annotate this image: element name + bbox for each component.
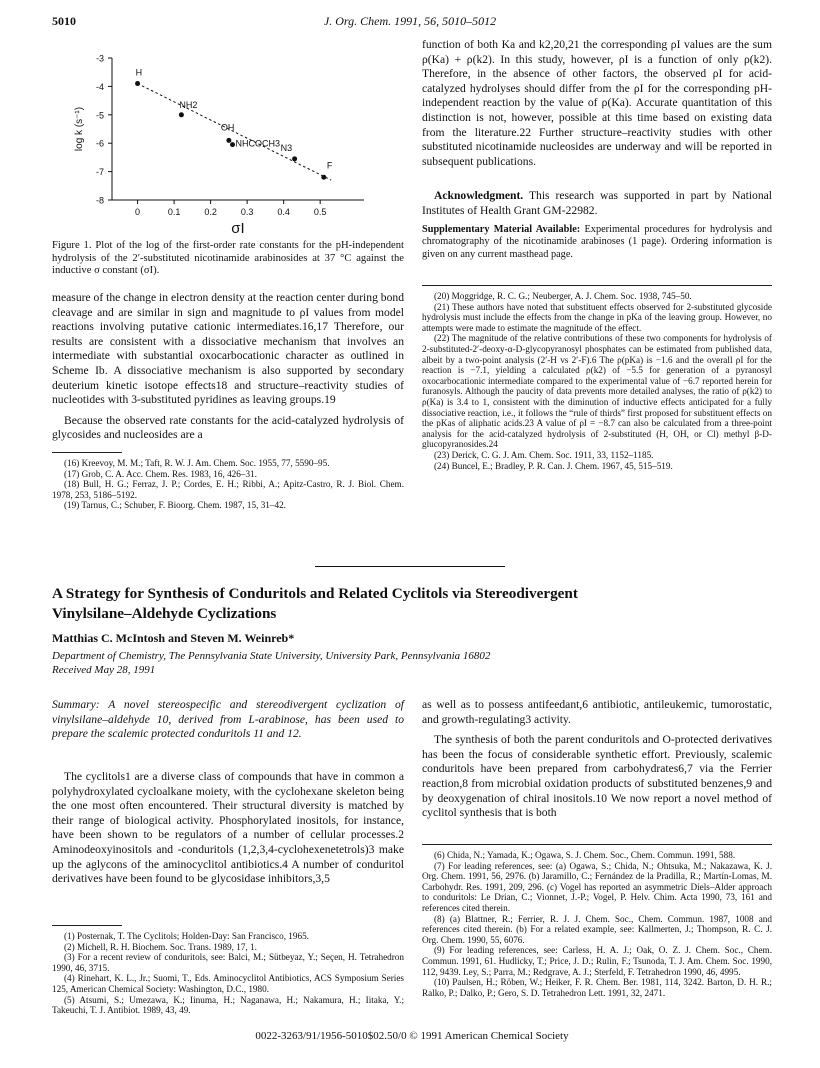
x-tick-label: 0.5: [313, 207, 327, 217]
reference-item: (20) Moggridge, R. C. G.; Neuberger, A. J. Chem. Soc. 1938, 745–50.: [434, 291, 692, 301]
data-point: [135, 81, 140, 86]
paragraph: Because the observed rate constants for the acid-catalyzed hydrolysis of glycosides and nucleosides are a: [52, 413, 404, 442]
journal-citation: J. Org. Chem. 1991, 56, 5010–5012: [323, 14, 497, 28]
figure-1-scatter-plot: [64, 50, 384, 235]
lower-left-column-text: [52, 770, 404, 893]
paragraph: The synthesis of both the parent conduritols and O-protected derivatives has been the focus of considerable synthetic effort. Previously, scalemic conduritols have been prepared from carbohydrates6,7 via the Ferrier reaction,8 from microbial oxidation products of substituted benzenes,9 and by deoxygenation of chiral inositols.10 We now report a novel method of cyclitol synthesis that is both: [422, 733, 772, 820]
reference-item: (10) Paulsen, H.; Röben, W.; Heiker, F. R. Chem. Ber. 1981, 114, 3242. Barton, D. H. R.; Ralko, P.; Dalko, P.; Gero, S. D. Tetrahedron Lett. 1991, 32, 2471.: [422, 977, 772, 998]
running-header: [52, 14, 768, 32]
reference-item: (21) These authors have noted that substituent effects observed for 2-substituted glycoside hydrolysis must include the effects from the change in pKa of the leaving group. However, no attempts were made to estimate the magnitude of the effect.: [422, 301, 772, 333]
data-point-label: NH2: [179, 99, 198, 110]
x-tick-label: 0.4: [277, 207, 290, 217]
data-point-label: H: [135, 67, 143, 78]
x-tick-label: 0.2: [204, 207, 217, 217]
figure-caption: Figure 1. Plot of the log of the first-order rate constants for the pH-independent hydrolysis of the 2′-substituted nicotinamide arabinosides at 37 °C against the inductive σ constant (σI).: [52, 240, 404, 277]
data-point: [226, 138, 231, 143]
paragraph: as well as to possess antifeedant,6 antibiotic, antileukemic, tumorostatic, and growth-regulating3 activity.: [422, 698, 772, 726]
reference-item: (5) Atsumi, S.; Umezawa, K.; Iinuma, H.; Naganawa, H.; Nakamura, H.; Iitaka, Y.; Takeuchi, T. J. Antibiot. 1989, 43, 49.: [52, 994, 404, 1016]
footnote-rule: [52, 925, 122, 926]
supplementary-text: Experimental procedures for hydrolysis and chromatography of the nicotinamide arabinoses (1 page). Ordering information is given on any current masthead page.: [422, 224, 772, 260]
summary-label: Summary:: [52, 698, 100, 711]
reference-item: (2) Michell, R. H. Biochem. Soc. Trans. 1989, 17, 1.: [64, 941, 257, 952]
article-title-line-2: Vinylsilane–Aldehyde Cyclizations: [52, 605, 277, 622]
data-point: [321, 175, 326, 180]
article-header: [52, 584, 772, 677]
summary: [52, 698, 404, 748]
lower-right-column-text: [422, 698, 772, 827]
reference-item: (3) For a recent review of conduritols, see: Balci, M.; Sütbeyaz, Y.; Seçen, H. Tetrahedron 1990, 46, 3715.: [52, 952, 404, 973]
footnote-rule: [52, 452, 122, 453]
page-number: 5010: [52, 14, 76, 28]
left-references: [52, 458, 404, 511]
reference-item: (4) Rinehart, K. L., Jr.; Suomi, T., Eds. Aminocyclitol Antibiotics, ACS Symposium Series 125, American Chemical Society: Washington, D.C., 1980.: [52, 973, 404, 994]
left-column-text: [52, 291, 404, 449]
paragraph: The cyclitols1 are a diverse class of compounds that have in common a polyhydroxylated cycloalkane moiety, with the cyclohexane skeleton being the one most often encountered. Their structural diversity is matched by their range of biological activity. Phosphorylated inositols, for instance, have been shown to be regulators of a number of cellular processes.2 Aminodeoxyinositols and -conduritols (1,2,3,4-cyclohexenetetrols)3 make up the aglycons of the aminocyclitol antibiotics.4 A number of conduritol derivatives have been found to be glycosidase inhibitors,3,5: [52, 770, 404, 886]
y-tick-label: -5: [95, 110, 104, 121]
x-axis-label: σI: [231, 220, 245, 235]
data-point-label: OH: [220, 122, 235, 133]
received-date: Received May 28, 1991: [52, 664, 156, 676]
reference-item: (6) Chida, N.; Yamada, K.; Ogawa, S. J. Chem. Soc., Chem. Commun. 1991, 588.: [434, 850, 736, 860]
supplementary-material: [422, 224, 772, 261]
right-column-text: [422, 38, 772, 175]
article-title-line-1: A Strategy for Synthesis of Conduritols and Related Cyclitols via Stereodivergent: [52, 585, 578, 602]
reference-item: (22) The magnitude of the relative contributions of these two components for hydrolysis of 2-substituted-2′-deoxy-α-D-glycopyranosyl phosphates can be estimated from published data, albeit by a two-point analysis (2′-H vs 2′-F).6 The ρ(pKa) is −1.6 and the overall ρI for the reaction is −7.1, yielding a calculated ρ(k2) of −5.5 for generation of a pyranosyl oxocarbocationic intermediate compared to the experimental value of −6.7 reported herein for furanosyls. Although the paucity of data prevents more detailed analyses, the ratio of ρ(k2) to ρ(Ka) is 3.4 to 1, consistent with the diminution of inductive effects anticipated for a fully dissociative reaction, i.e., it follows the “rule of thirds” first proposed for substituent effects on the pKas of aliphatic acids.23 A value of ρI = −8.7 can also be calculated from a three-point analysis for the acid-catalyzed hydrolysis of 2-substituted (H, OH, or Cl) methyl β-D-glucopyranosides.24: [422, 333, 772, 450]
lower-left-references: [52, 931, 404, 1016]
y-axis-label: log k (s⁻¹): [74, 106, 85, 152]
authors: Matthias C. McIntosh and Steven M. Weinreb*: [52, 631, 295, 645]
article-separator: [315, 566, 505, 567]
y-tick-label: -3: [95, 53, 104, 64]
acknowledgment: [422, 189, 772, 218]
data-point-label: F: [326, 160, 333, 171]
data-point-label: NHCOCH3: [235, 138, 281, 149]
reference-item: (17) Grob, C. A. Acc. Chem. Res. 1983, 16, 426–31.: [64, 468, 257, 479]
y-tick-label: -7: [95, 167, 104, 178]
data-point: [292, 156, 297, 161]
data-point: [179, 112, 184, 117]
reference-item: (24) Buncel, E.; Bradley, P. R. Can. J. Chem. 1967, 45, 515–519.: [434, 460, 673, 471]
y-tick-label: -8: [95, 195, 104, 206]
paragraph: function of both Ka and k2,20,21 the corresponding ρI values are the sum ρ(Ka) + ρ(k2). In this study, however, ρI is a function of only ρ(k2). Therefore, in the absence of other factors, the observed ρI for acid-catalyzed hydrolyses should differ from the ρI for the corresponding pH-independent reaction by the value of ρ(Ka). Accurate quantitation of this distinction is not, however, possible at this time based on existing data from the literature.22 Further structure–reactivity studies with other substituted nicotinamide nucleosides are underway and will be reported in subsequent publications.: [422, 38, 772, 168]
data-point: [230, 142, 235, 147]
acknowledgment-text: This research was supported in part by National Institutes of Health Grant GM-22982.: [422, 189, 772, 217]
x-tick-label: 0.1: [167, 207, 181, 217]
paragraph: measure of the change in electron density at the reaction center during bond cleavage and are similar in sign and magnitude to ρI values from model reactions involving putative cationic intermediates.16,17 Therefore, our results are consistent with a dissociative mechanism that involves an intermediate with substantial oxocarbocationic character as outlined in Scheme Ib. A dissociative mechanism is also supported by secondary deuterium kinetic isotope effects18 and structure–reactivity studies of nucleotides with 3-substituted pyridines as leaving groups.19: [52, 291, 404, 407]
reference-item: (8) (a) Blattner, R.; Ferrier, R. J. J. Chem. Soc., Chem. Commun. 1987, 1008 and references cited therein. (b) For a related example, see: Kallmerten, J.; Thompson, R. C. J. Org. Chem. 1990, 55, 6076.: [422, 913, 772, 945]
affiliation: Department of Chemistry, The Pennsylvania State University, University Park, Pennsylvania 16802: [52, 650, 491, 662]
references-rule: [422, 285, 772, 286]
x-tick-label: 0.3: [240, 207, 254, 217]
y-tick-label: -6: [95, 138, 104, 149]
reference-item: (7) For leading references, see: (a) Ogawa, S.; Chida, N.; Ohtsuka, M.; Nakazawa, K. J. Org. Chem. 1991, 56, 2976. (b) Jaramillo, C.; Fernández de la Pradilla, R.; Martín-Lomas, M. Carbohydr. Res. 1991, 209, 296. (c) Vogel has reported an asymmetric Diels–Alder approach to conduritols: Le Drian, C.; Vionnet, J.-P.; Vogel, P. Helv. Chim. Acta 1990, 73, 161 and references cited therein.: [422, 860, 772, 913]
reference-item: (19) Tarnus, C.; Schuber, F. Bioorg. Chem. 1987, 15, 31–42.: [64, 500, 286, 511]
reference-item: (18) Bull, H. G.; Ferraz, J. P.; Cordes, E. H.; Ribbi, A.; Apitz-Castro, R. J. Biol. Chem. 1978, 253, 5186–5192.: [52, 479, 404, 500]
summary-text: A novel stereospecific and stereodivergent cyclization of vinylsilane–aldehyde 10, derived from L-arabinose, has been used to prepare the scalemic protected conduritols 11 and 12.: [52, 698, 404, 741]
data-point-label: N3: [280, 142, 293, 153]
acknowledgment-heading: Acknowledgment.: [434, 189, 524, 202]
page-footer: 0022-3263/91/1956-5010$02.50/0 © 1991 American Chemical Society: [255, 1030, 569, 1042]
lower-right-references: [422, 850, 772, 998]
y-tick-label: -4: [95, 81, 104, 92]
references-rule: [422, 844, 772, 845]
reference-item: (23) Derick, C. G. J. Am. Chem. Soc. 1911, 33, 1152–1185.: [434, 449, 654, 460]
reference-item: (1) Posternak, T. The Cyclitols; Holden-Day: San Francisco, 1965.: [64, 931, 309, 941]
x-tick-label: 0: [135, 207, 141, 217]
reference-item: (16) Kreevoy, M. M.; Taft, R. W. J. Am. Chem. Soc. 1955, 77, 5590–95.: [64, 458, 330, 468]
reference-item: (9) For leading references, see: Carless, H. A. J.; Oak, O. Z. J. Chem. Soc., Chem. Commun. 1991, 61. Hudlicky, T.; Price, J. D.; Rulin, F.; Tsunoda, T. J. Am. Chem. Soc. 1990, 112, 9439. Ley, S.; Parra, M.; Redgrave, A. J.; Sterfeld, F. Tetrahedron 1990, 46, 4995.: [422, 945, 772, 977]
right-references: [422, 291, 772, 471]
supplementary-heading: Supplementary Material Available:: [422, 224, 581, 235]
